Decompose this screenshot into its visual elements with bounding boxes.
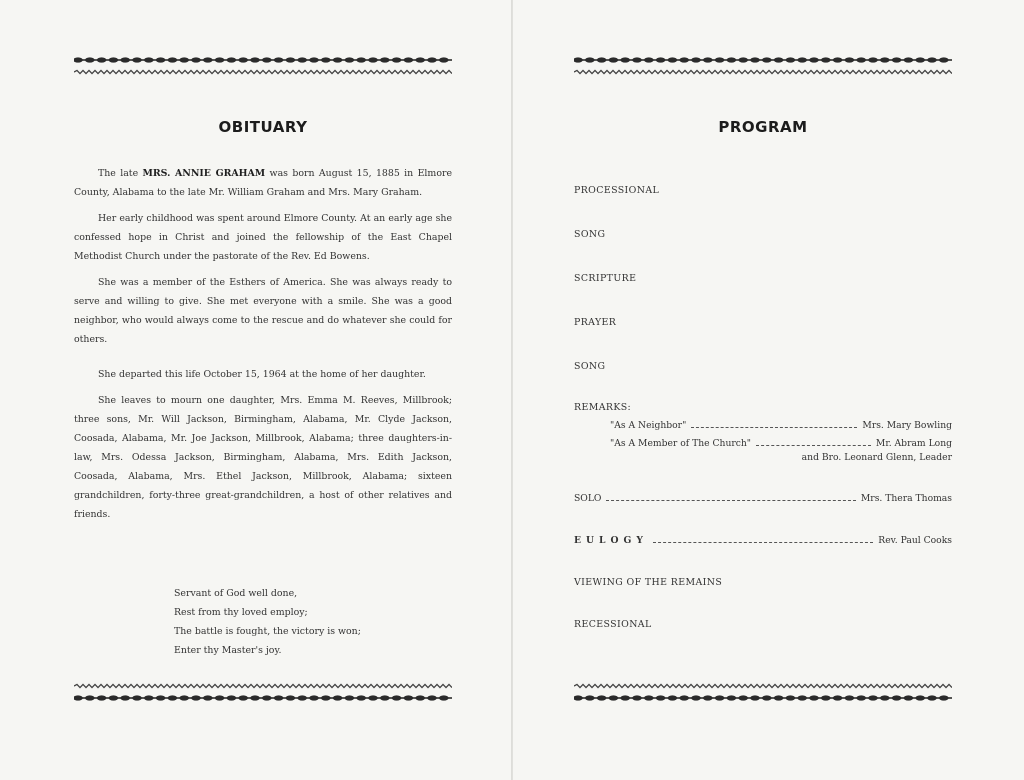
program-title: PROGRAM: [718, 118, 808, 136]
program-page: [574, 50, 952, 720]
poem-line: Servant of God well done,: [174, 588, 298, 599]
dot-leader: [606, 500, 855, 501]
obituary-page: [74, 50, 452, 720]
program-viewing: VIEWING OF THE REMAINS: [574, 577, 723, 588]
program-recessional: RECESSIONAL: [574, 619, 652, 630]
remark-neighbor-row: [610, 420, 952, 431]
solo-performer: Mrs. Thera Thomas: [860, 493, 952, 504]
remark-speaker: and Bro. Leonard Glenn, Leader: [801, 452, 952, 463]
dot-leader: [756, 445, 871, 446]
remark-speaker: Mrs. Mary Bowling: [862, 420, 952, 431]
eulogy-label: EULOGY: [574, 535, 648, 546]
memorial-poem: [174, 584, 361, 660]
eulogy-row: [574, 535, 952, 546]
ornamental-border-top: [574, 54, 952, 78]
remark-church-row-continued: [610, 452, 952, 463]
solo-label: SOLO: [574, 493, 602, 504]
program-remarks: REMARKS:: [574, 402, 632, 413]
program-scripture: SCRIPTURE: [574, 273, 637, 284]
program-prayer: PRAYER: [574, 317, 617, 328]
obituary-text: [74, 164, 452, 531]
obituary-paragraph-departure: She departed this life October 15, 1964 at the home of her daughter.: [98, 369, 426, 380]
poem-line: Enter thy Master's joy.: [174, 645, 282, 656]
remark-speaker: Mr. Abram Long: [875, 438, 952, 449]
remark-label: "As A Neighbor": [610, 420, 687, 431]
solo-row: [574, 493, 952, 504]
program-song: SONG: [574, 361, 606, 372]
remark-label: "As A Member of The Church": [610, 438, 752, 449]
obituary-paragraph-membership: She was a member of the Esthers of America. She was always ready to serve and willing to give. She met everyone with a smile. She was a good neighbor, who would always come to the rescue and do whatever she could for others.: [74, 277, 452, 345]
ornamental-border-top: [74, 54, 452, 78]
eulogy-speaker: Rev. Paul Cooks: [878, 535, 952, 546]
poem-line: The battle is fought, the victory is won;: [174, 626, 361, 637]
dot-leader: [653, 542, 873, 543]
obituary-paragraph-birth: The late MRS. ANNIE GRAHAM was born August 15, 1885 in Elmore County, Alabama to the late Mr. William Graham and Mrs. Mary Graham.: [74, 168, 452, 198]
obituary-paragraph-survivors: She leaves to mourn one daughter, Mrs. Emma M. Reeves, Millbrook; three sons, Mr. Will Jackson, Birmingham, Alabama, Mr. Clyde Jackson, Coosada, Alabama, Mr. Joe Jackson, Millbrook, Alabama; three daughters-in-law, Mrs. Odessa Jackson, Birmingham, Alabama, Mrs. Edith Jackson, Coosada, Alabama, Mrs. Ethel Jackson, Millbrook, Alabama; sixteen grandchildren, forty-three great-grandchildren, a host of other relatives and friends.: [74, 395, 452, 520]
ornamental-border-bottom: [74, 680, 452, 704]
obituary-title: OBITUARY: [218, 118, 308, 136]
deceased-name: MRS. ANNIE GRAHAM: [142, 168, 266, 179]
dot-leader: [691, 427, 857, 428]
remark-church-row: [610, 438, 952, 449]
program-processional: PROCESSIONAL: [574, 185, 660, 196]
ornamental-border-bottom: [574, 680, 952, 704]
obituary-paragraph-childhood: Her early childhood was spent around Elmore County. At an early age she confessed hope in Christ and joined the fellowship of the East Chapel Methodist Church under the pastorate of the Rev. Ed Bowens.: [74, 213, 452, 262]
program-song: SONG: [574, 229, 606, 240]
poem-line: Rest from thy loved employ;: [174, 607, 308, 618]
page-fold: [511, 0, 513, 780]
